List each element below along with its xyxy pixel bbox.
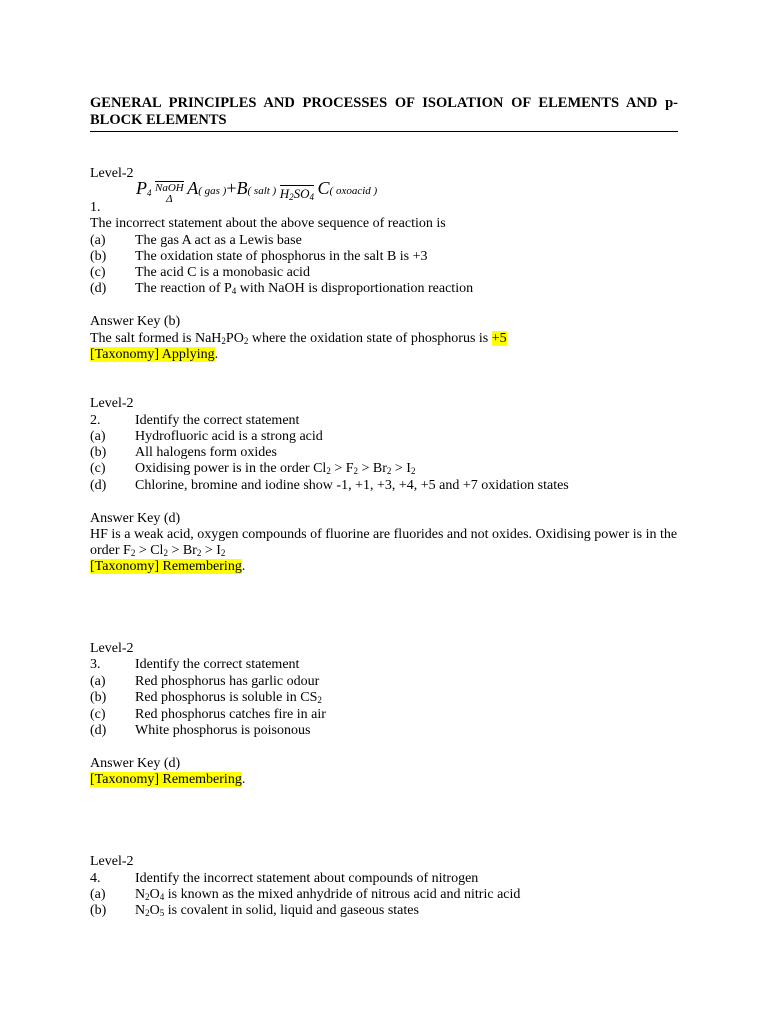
q4-option-b: (b) $N_2O_5$ is covalent in solid, liquid and gaseous states bbox=[90, 903, 419, 918]
q2-taxonomy: [Taxonomy] Remembering. bbox=[90, 559, 246, 574]
q3-option-b: (b) Red phosphorus is soluble in $CS_2$ bbox=[90, 690, 322, 705]
q2-answer-key: Answer Key (d) bbox=[90, 511, 181, 526]
q2-explanation-line1: HF is a weak acid, oxygen compounds of fluorine are fluorides and not oxides. Oxidising power is in the bbox=[90, 527, 678, 542]
q3-taxonomy: [Taxonomy] Remembering. bbox=[90, 772, 246, 787]
q1-option-d: (d) The reaction of $P_4$ with NaOH is disproportionation reaction bbox=[90, 281, 474, 296]
q4-stem: 4. Identify the incorrect statement about compounds of nitrogen bbox=[90, 871, 479, 886]
q1-option-a: (a) The gas A act as a Lewis base bbox=[90, 233, 302, 248]
q1-option-b: (b) The oxidation state of phosphorus in the salt B is +3 bbox=[90, 249, 428, 264]
q3-stem: 3. Identify the correct statement bbox=[90, 657, 300, 672]
q1-level: Level-2 bbox=[90, 166, 134, 181]
q3-option-a: (a) Red phosphorus has garlic odour bbox=[90, 674, 320, 689]
q2-explanation-line2: order $F_2 > Cl_2 > Br_2 > I_2$ bbox=[90, 543, 226, 558]
reaction-equation: $P_4$ NaOH Δ A( gas )+B( salt ) $H_2SO_4$ C( oxoacid ) bbox=[136, 178, 378, 205]
q2-level: Level-2 bbox=[90, 396, 134, 411]
q3-answer-key: Answer Key (d) bbox=[90, 756, 181, 771]
q2-option-a: (a) Hydrofluoric acid is a strong acid bbox=[90, 429, 323, 444]
q2-option-b: (b) All halogens form oxides bbox=[90, 445, 277, 460]
q1-taxonomy: [Taxonomy] Applying. bbox=[90, 347, 219, 362]
q3-option-c: (c) Red phosphorus catches fire in air bbox=[90, 707, 326, 722]
q3-level: Level-2 bbox=[90, 641, 134, 656]
q1-explanation: The salt formed is $NaH_2PO_2$ where the oxidation state of phosphorus is +5 bbox=[90, 331, 507, 346]
q2-option-c: (c) Oxidising power is in the order $Cl_2 > F_2 > Br_2 > I_2$ bbox=[90, 461, 416, 476]
q2-option-d: (d) Chlorine, bromine and iodine show -1, +1, +3, +4, +5 and +7 oxidation states bbox=[90, 478, 569, 493]
naoh-arrow: NaOH Δ bbox=[155, 182, 184, 205]
page-title: GENERAL PRINCIPLES AND PROCESSES OF ISOLATION OF ELEMENTS AND p-BLOCK ELEMENTS bbox=[90, 95, 678, 132]
h2so4-arrow: $H_2SO_4$ bbox=[279, 186, 315, 202]
q4-option-a: (a) $N_2O_4$ is known as the mixed anhydride of nitrous acid and nitric acid bbox=[90, 887, 521, 902]
q1-stem: The incorrect statement about the above sequence of reaction is bbox=[90, 216, 446, 231]
q1-number: 1. bbox=[90, 200, 101, 215]
q1-option-c: (c) The acid C is a monobasic acid bbox=[90, 265, 310, 280]
q1-answer-key: Answer Key (b) bbox=[90, 314, 181, 329]
q2-stem: 2. Identify the correct statement bbox=[90, 413, 300, 428]
q4-level: Level-2 bbox=[90, 854, 134, 869]
q3-option-d: (d) White phosphorus is poisonous bbox=[90, 723, 311, 738]
highlight: +5 bbox=[491, 331, 507, 346]
